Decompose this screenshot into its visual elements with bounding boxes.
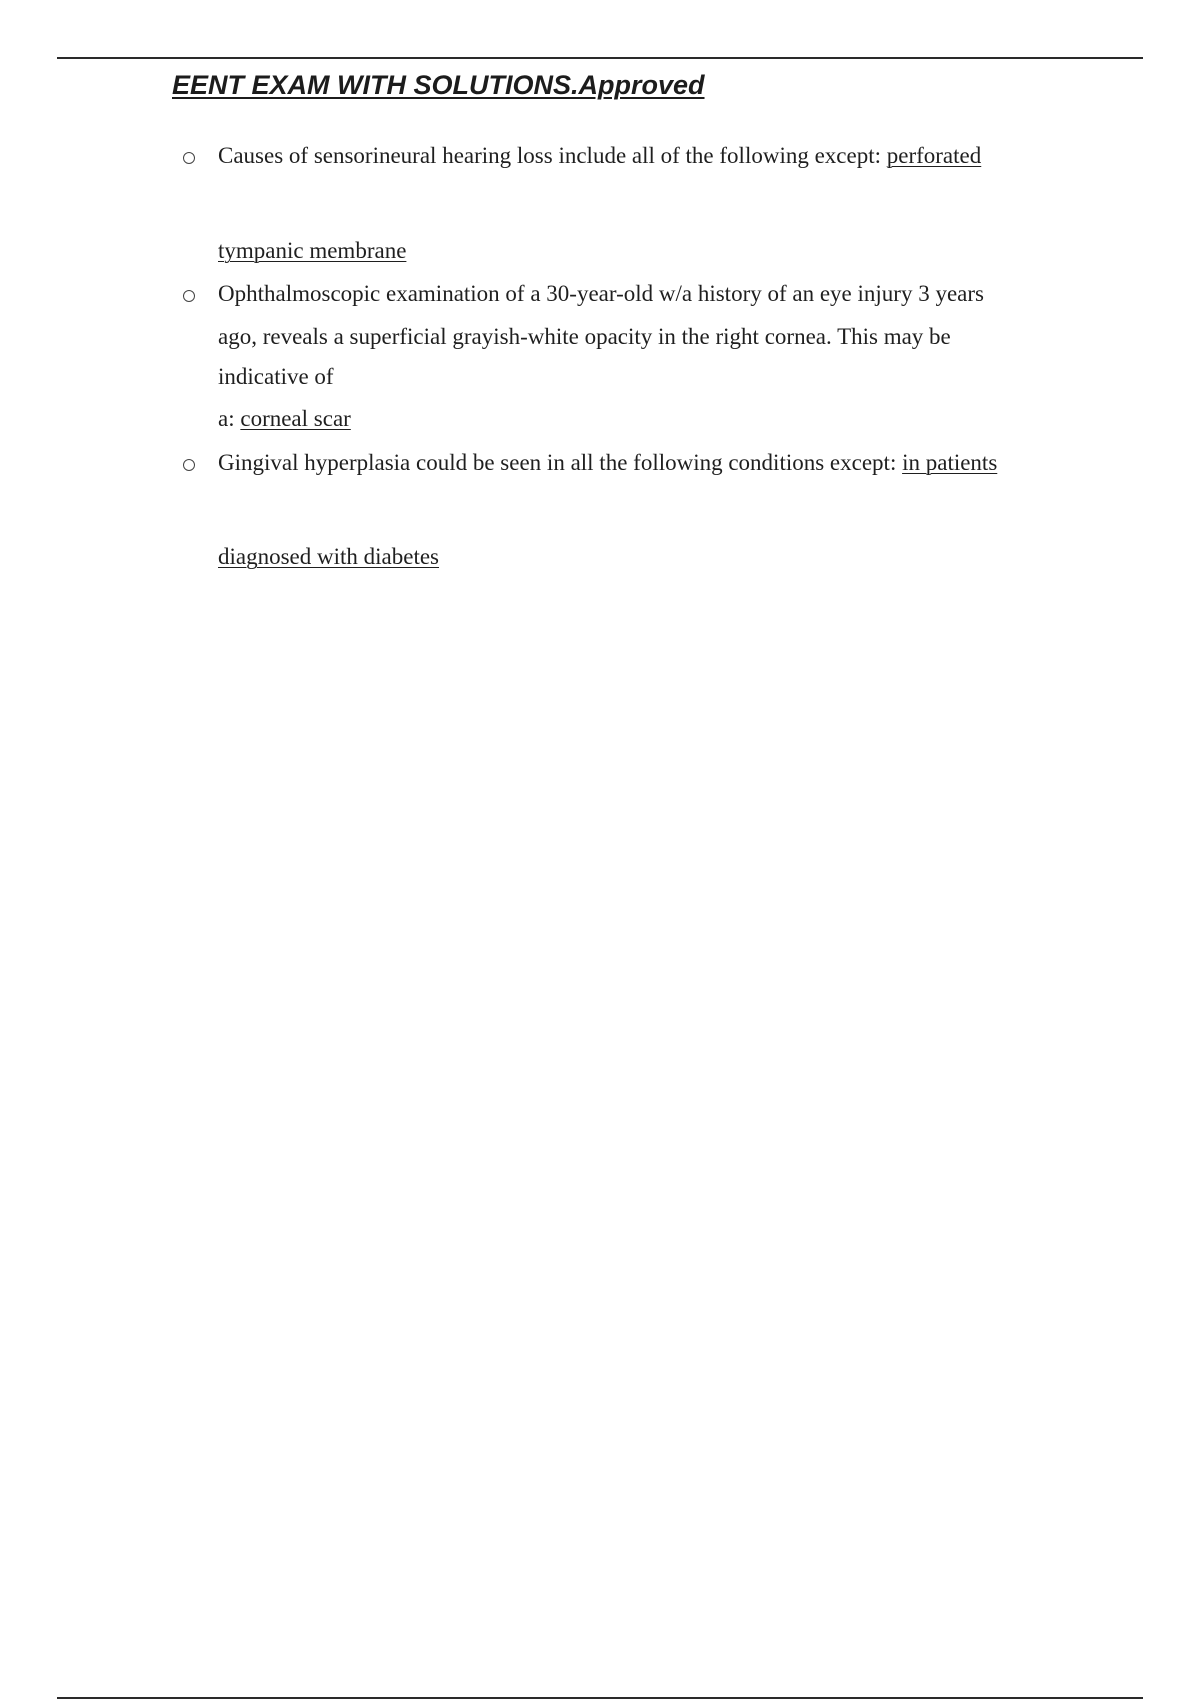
answer-text: corneal scar — [240, 406, 351, 431]
header-rule — [57, 57, 1143, 59]
answer-text: perforated — [886, 143, 982, 168]
question-text — [218, 141, 981, 171]
answer-prefix: a: — [218, 406, 241, 431]
question-line: ago, reveals a superficial grayish-white opacity in the right cornea. This may be — [218, 324, 951, 349]
answer-continuation: tympanic membrane — [218, 238, 407, 263]
question-text — [218, 448, 997, 478]
question-line: Ophthalmoscopic examination of a 30-year-old w/a history of an eye injury 3 years — [218, 281, 984, 306]
question-line: Gingival hyperplasia could be seen in all the following conditions except: — [218, 450, 903, 475]
bullet-circle-icon — [183, 459, 195, 471]
footer-rule — [57, 1697, 1143, 1699]
question-line: indicative of — [218, 364, 334, 389]
answer-line — [218, 404, 351, 434]
answer-text: in patients — [902, 450, 998, 475]
bullet-circle-icon — [183, 152, 195, 164]
bullet-circle-icon — [183, 290, 195, 302]
document-title: EENT EXAM WITH SOLUTIONS.Approved — [172, 70, 705, 100]
question-line: Causes of sensorineural hearing loss include all of the following except: — [218, 143, 887, 168]
answer-continuation: diagnosed with diabetes — [218, 544, 440, 569]
